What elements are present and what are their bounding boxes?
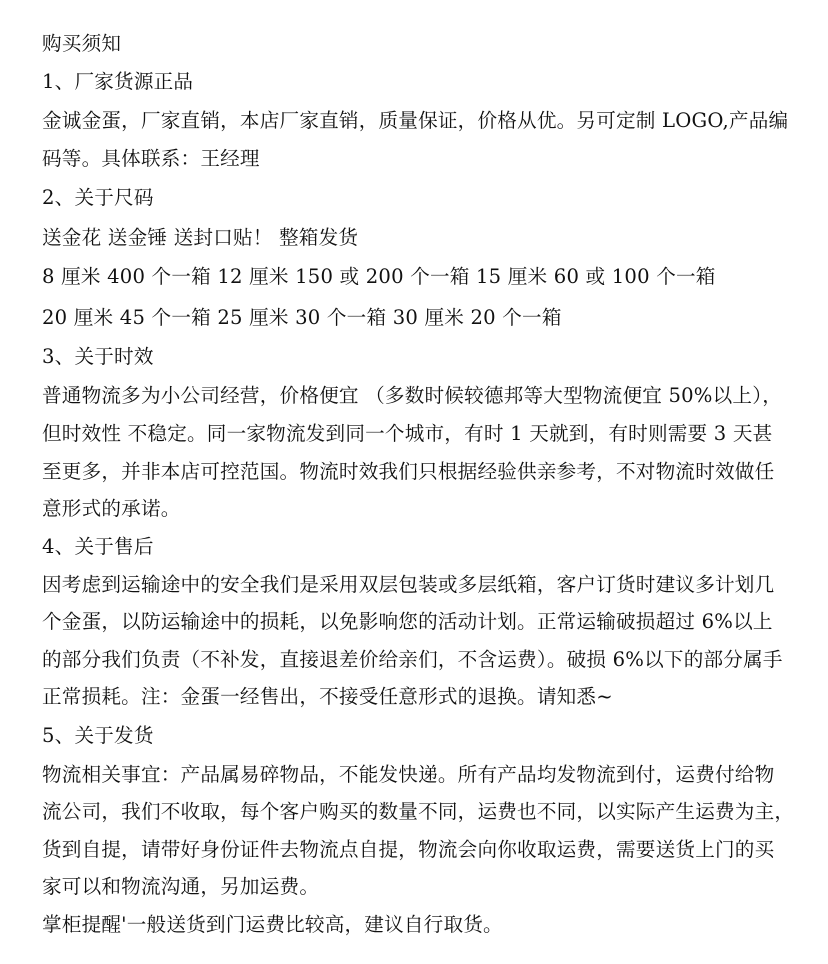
section-5-line-4: 家可以和物流沟通，另加运费。: [42, 875, 320, 898]
section-3-line-4: 意形式的承诺。: [42, 497, 181, 520]
section-5-line-3: 货到自提，请带好身份证件去物流点自提，物流会向你收取运费，需要送货上门的买: [42, 838, 775, 861]
section-1-heading: 1、厂家货源正品: [42, 70, 194, 93]
section-3-heading: 3、关于时效: [42, 345, 154, 368]
section-1-line-1: 金诚金蛋，厂家直销，本店厂家直销，质量保证，价格从优。另可定制 LOGO,产品编: [42, 109, 789, 132]
section-4-line-3: 的部分我们负责（不补发，直接退差价给亲们，不含运费）。破损 6%以下的部分属手: [42, 648, 783, 671]
section-2-line-2: 8 厘米 400 个一箱 12 厘米 150 或 200 个一箱 15 厘米 60 或 100 个一箱: [42, 265, 716, 288]
section-2-heading: 2、关于尺码: [42, 186, 154, 209]
section-5-line-2: 流公司，我们不收取，每个客户购买的数量不同，运费也不同，以实际产生运费为主，: [42, 800, 795, 823]
section-3-line-1: 普通物流多为小公司经营，价格便宜 （多数时候较德邦等大型物流便宜 50%以上），: [42, 384, 782, 407]
section-3-line-2: 但时效性 不稳定。同一家物流发到同一个城市，有时 1 天就到，有时则需要 3 天甚: [42, 422, 773, 445]
section-4-heading: 4、关于售后: [42, 535, 154, 558]
section-4-line-4: 正常损耗。注：金蛋一经售出，不接受任意形式的退换。请知悉~: [42, 685, 613, 708]
section-1-line-2: 码等。具体联系：王经理: [42, 147, 260, 170]
section-2-line-3: 20 厘米 45 个一箱 25 厘米 30 个一箱 30 厘米 20 个一箱: [42, 306, 562, 329]
section-5-line-1: 物流相关事宜：产品属易碎物品，不能发快递。所有产品均发物流到付，运费付给物: [42, 763, 775, 786]
section-4-line-1: 因考虑到运输途中的安全我们是采用双层包装或多层纸箱，客户订货时建议多计划几: [42, 573, 775, 596]
section-2-line-1: 送金花 送金锤 送封口贴！ 整箱发货: [42, 226, 359, 249]
section-5-heading: 5、关于发货: [42, 724, 154, 747]
document-title: 购买须知: [42, 32, 122, 55]
section-5-line-5: 掌柜提醒'一般送货到门运费比较高，建议自行取货。: [42, 913, 503, 936]
section-4-line-2: 个金蛋，以防运输途中的损耗，以免影响您的活动计划。正常运输破损超过 6%以上: [42, 610, 773, 633]
section-3-line-3: 至更多，并非本店可控范国。物流时效我们只根据经验供亲参考，不对物流时效做任: [42, 460, 775, 483]
